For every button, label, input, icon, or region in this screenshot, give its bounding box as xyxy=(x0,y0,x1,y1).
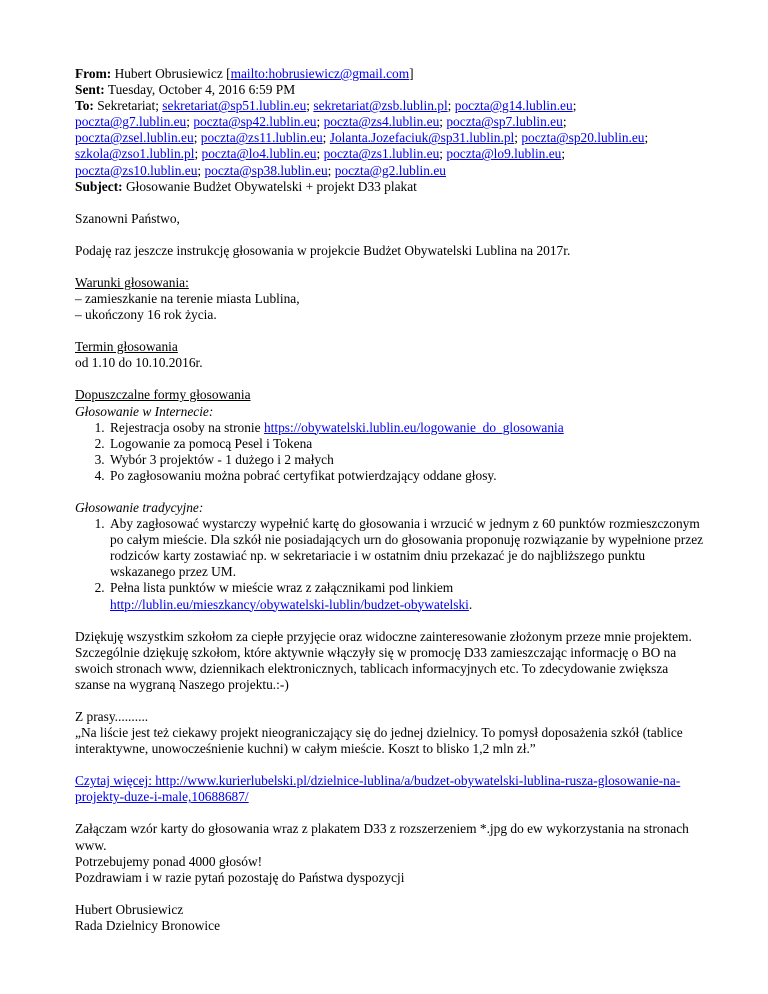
recipient-link[interactable]: poczta@g7.lublin.eu xyxy=(75,114,187,130)
condition-item: – zamieszkanie na terenie miasta Lublina, xyxy=(75,291,300,307)
to-line: To: Sekretariat; sekretariat@sp51.lublin.eu; sekretariat@zsb.lublin.pl; poczta@g14.lublin.eu; poczta@g7.lublin.eu; poczta@sp42.lublin.eu; poczta@zs4.lublin.eu; poczta@sp7.lublin.eu; poczta@zsel.lublin.eu; poczta@zs11.lublin.eu; Jolanta.Jozefaciuk@sp31.lublin.pl; poczta@sp20.lublin.eu; szkola@zso1.lublin.pl; poczta@lo4.lublin.eu; poczta@zs1.lublin.eu; poczta@lo9.lublin.eu; poczta@zs10.lublin.eu; poczta@sp38.lublin.eu; poczta@g2.lublin.eu xyxy=(75,98,649,178)
budget-list-link[interactable]: http://lublin.eu/mieszkancy/obywatelski-lublin/budzet-obywatelski xyxy=(110,596,469,612)
recipient-link[interactable]: poczta@zsel.lublin.eu xyxy=(75,130,194,146)
list-item: 4. Po zagłosowaniu można pobrać certyfikat potwierdzający oddane głosy. xyxy=(108,468,705,484)
from-close: ] xyxy=(409,66,414,81)
list-item: 2. Pełna lista punktów w mieście wraz z załącznikami pod linkiem http://lublin.eu/mieszkancy/obywatelski-lublin/budzet-obywatelski. xyxy=(108,580,705,612)
term-value: od 1.10 do 10.10.2016r. xyxy=(75,355,203,371)
recipient-link[interactable]: poczta@zs11.lublin.eu xyxy=(200,130,323,146)
forms-title: Dopuszczalne formy głosowania xyxy=(75,387,251,403)
greeting: Szanowni Państwo, xyxy=(75,210,180,226)
from-line xyxy=(75,66,705,82)
email-document xyxy=(75,66,705,934)
internet-voting-title: Głosowanie w Internecie: xyxy=(75,403,214,419)
from-mailto-link[interactable]: mailto:hobrusiewicz@gmail.com xyxy=(230,66,410,81)
regards: Pozdrawiam i w razie pytań pozostaję do Państwa dyspozycji xyxy=(75,869,405,885)
term-title: Termin głosowania xyxy=(75,339,178,355)
recipient-link[interactable]: poczta@sp42.lublin.eu xyxy=(193,114,317,130)
recipient-link[interactable]: szkola@zso1.lublin.pl xyxy=(75,146,195,162)
press-quote: „Na liście jest też ciekawy projekt nieograniczający się do jednej dzielnicy. To pomysł doposażenia szkół (tablice interaktywne, unowocześnienie kuchni) w całym mieście. Koszt to blisko 1,2 mln zł.” xyxy=(75,725,683,757)
list-item: 1. Rejestracja osoby na stronie https://obywatelski.lublin.eu/logowanie_do_glosowania xyxy=(108,420,705,436)
recipient-link[interactable]: poczta@g2.lublin.eu xyxy=(334,162,446,178)
recipient-link[interactable]: poczta@zs4.lublin.eu xyxy=(323,114,440,130)
need-votes: Potrzebujemy ponad 4000 głosów! xyxy=(75,853,263,869)
subject-line xyxy=(75,179,705,195)
subject-value: Głosowanie Budżet Obywatelski + projekt D33 plakat xyxy=(125,178,417,194)
signature-org: Rada Dzielnicy Bronowice xyxy=(75,917,221,933)
thanks-paragraph: Dziękuję wszystkim szkołom za ciepłe przyjęcie oraz widoczne zainteresowanie złożonym przeze mnie projektem. Szczególnie dziękuję szkołom, które aktywnie włączyły się w promocję D33 zamieszczając informację o BO na swoich stronach www, dziennikach elektronicznych, tablicach informacyjnych etc. To zdecydowanie zwiększa szanse na wygraną Naszego projektu.:-) xyxy=(75,628,692,692)
recipient-link[interactable]: Jolanta.Jozefaciuk@sp31.lublin.pl xyxy=(329,130,515,146)
press-title: Z prasy.......... xyxy=(75,709,149,724)
list-item: 2. Logowanie za pomocą Pesel i Tokena xyxy=(108,436,705,452)
registration-link[interactable]: https://obywatelski.lublin.eu/logowanie_do_glosowania xyxy=(263,419,564,435)
to-prefix: Sekretariat; xyxy=(97,98,159,114)
recipient-link[interactable]: poczta@zs1.lublin.eu xyxy=(323,146,440,162)
read-more-link[interactable]: Czytaj więcej: http://www.kurierlubelski.pl/dzielnice-lublina/a/budzet-obywatelski-lublina-rusza-glosowanie-na-projekty-duze-i-male,10688687/ xyxy=(75,773,681,805)
list-item: 3. Wybór 3 projektów - 1 dużego i 2 małych xyxy=(108,452,705,468)
sent-label: Sent: xyxy=(75,82,105,98)
recipient-link[interactable]: poczta@g14.lublin.eu xyxy=(454,98,573,114)
to-label: To: xyxy=(75,98,94,114)
attachment-paragraph: Załączam wzór karty do głosowania wraz z plakatem D33 z rozszerzeniem *.jpg do ew wykorzystania na stronach www. xyxy=(75,821,689,853)
conditions-title: Warunki głosowania: xyxy=(75,274,189,290)
email-header xyxy=(75,66,705,195)
sent-value: Tuesday, October 4, 2016 6:59 PM xyxy=(107,82,296,98)
recipient-link[interactable]: poczta@lo9.lublin.eu xyxy=(446,146,562,162)
recipient-link[interactable]: poczta@sp7.lublin.eu xyxy=(446,114,563,130)
recipient-link[interactable]: poczta@sp38.lublin.eu xyxy=(204,162,328,178)
recipient-link[interactable]: poczta@sp20.lublin.eu xyxy=(521,130,645,146)
recipient-link[interactable]: poczta@zs10.lublin.eu xyxy=(75,162,198,178)
recipient-link[interactable]: poczta@lo4.lublin.eu xyxy=(201,146,317,162)
condition-item: – ukończony 16 rok życia. xyxy=(75,307,217,323)
traditional-voting-title: Głosowanie tradycyjne: xyxy=(75,499,204,515)
intro-paragraph: Podaję raz jeszcze instrukcję głosowania w projekcie Budżet Obywatelski Lublina na 2017r. xyxy=(75,242,571,258)
traditional-steps-list xyxy=(75,516,705,613)
sent-line xyxy=(75,82,705,98)
from-label: From: xyxy=(75,66,112,81)
from-name: Hubert Obrusiewicz [ xyxy=(114,66,231,81)
list-item: 1. Aby zagłosować wystarczy wypełnić kartę do głosowania i wrzucić w jednym z 60 punktów rozmieszczonym po całym mieście. Dla szkół nie posiadających urn do głosowania proponuję rozwiązanie by wypełnione przez rodziców karty zostawiać np. w sekretariacie i w ostatnim dniu przekazać je do najbliższego punktu wskazanego przez UM. xyxy=(108,516,705,580)
internet-steps-list xyxy=(75,420,705,484)
subject-label: Subject: xyxy=(75,178,123,194)
recipient-link[interactable]: sekretariat@zsb.lublin.pl xyxy=(313,98,448,114)
recipient-link[interactable]: sekretariat@sp51.lublin.eu xyxy=(162,98,307,114)
signature-name: Hubert Obrusiewicz xyxy=(75,901,184,917)
